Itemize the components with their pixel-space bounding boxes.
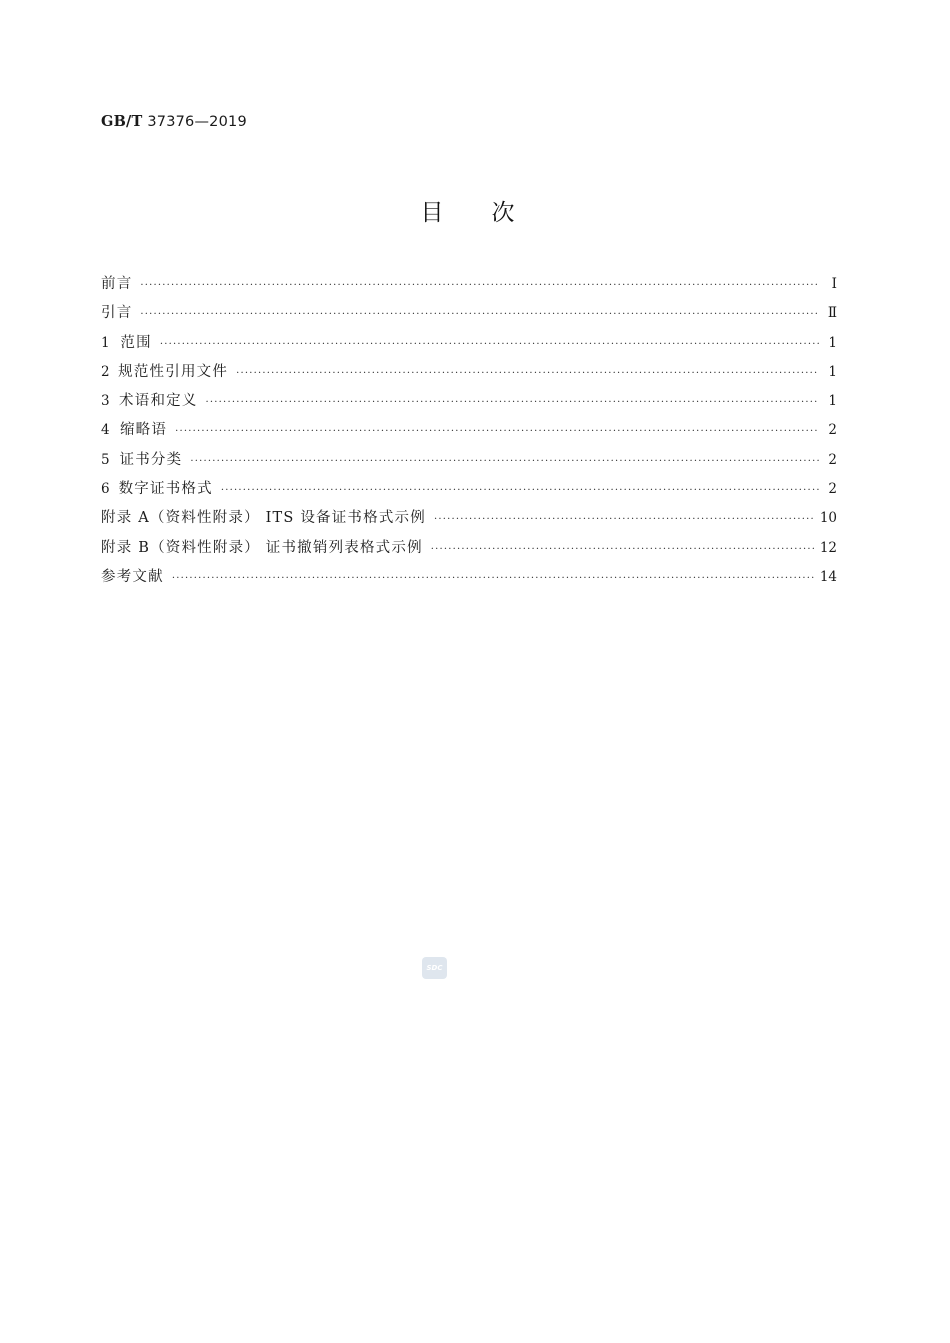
toc-entry-foreword[interactable] (101, 270, 837, 299)
toc-leader-dots (140, 300, 819, 329)
toc-leader-dots (140, 271, 819, 300)
standard-number-value: 37376—2019 (147, 114, 247, 130)
table-of-contents (101, 270, 837, 592)
toc-entry-page: Ⅰ (831, 276, 837, 292)
toc-entry-page: Ⅱ (827, 305, 837, 322)
toc-entry-label: 范围 (120, 334, 152, 351)
toc-entry-page: 1 (828, 393, 837, 410)
toc-entry-label: 证书分类 (119, 451, 183, 468)
toc-entry-label: 缩略语 (119, 422, 168, 439)
toc-entry-number: 3 (101, 393, 110, 410)
toc-entry-number: 1 (101, 334, 110, 351)
watermark-logo: SDC (422, 957, 447, 979)
toc-entry-label: 附录 B（资料性附录） 证书撤销列表格式示例 (101, 539, 423, 556)
standard-code: GB/T (101, 113, 143, 130)
toc-entry-page: 14 (819, 568, 837, 585)
toc-entry-introduction[interactable] (101, 299, 837, 328)
toc-entry-number: 2 (101, 363, 110, 380)
toc-entry-annex-a[interactable] (101, 504, 837, 533)
toc-entry-scope[interactable] (101, 329, 837, 358)
toc-leader-dots (206, 388, 819, 417)
toc-leader-dots (434, 505, 814, 534)
toc-entry-label: 附录 A（资料性附录） ITS 设备证书格式示例 (101, 510, 426, 527)
toc-entry-certificate-format[interactable] (101, 475, 837, 504)
toc-entry-normative-references[interactable] (101, 358, 837, 387)
toc-entry-page: 2 (828, 481, 837, 498)
toc-entry-label: 引言 (101, 305, 133, 322)
toc-entry-label: 前言 (101, 276, 133, 292)
toc-leader-dots (236, 359, 819, 388)
toc-entry-number: 4 (101, 422, 110, 439)
toc-entry-page: 1 (828, 363, 837, 380)
toc-entry-page: 10 (819, 510, 837, 527)
toc-leader-dots (175, 417, 819, 446)
toc-leader-dots (172, 564, 814, 593)
toc-entry-annex-b[interactable] (101, 534, 837, 563)
toc-leader-dots (160, 330, 819, 359)
toc-leader-dots (190, 447, 819, 476)
toc-entry-page: 2 (828, 451, 837, 468)
toc-entry-label: 规范性引用文件 (118, 363, 229, 380)
toc-leader-dots (221, 476, 819, 505)
toc-title: 目次 (420, 200, 563, 226)
toc-entry-label: 参考文献 (101, 568, 164, 585)
toc-entry-abbreviations[interactable] (101, 416, 837, 445)
toc-entry-terms-definitions[interactable] (101, 387, 837, 416)
toc-entry-certificate-classification[interactable] (101, 446, 837, 475)
toc-entry-page: 1 (828, 334, 837, 351)
toc-entry-page: 2 (828, 422, 837, 439)
toc-entry-number: 6 (101, 481, 110, 498)
toc-entry-label: 数字证书格式 (118, 481, 213, 498)
toc-entry-number: 5 (101, 451, 110, 468)
standard-number (101, 113, 247, 130)
toc-leader-dots (431, 535, 814, 564)
toc-entry-bibliography[interactable] (101, 563, 837, 592)
toc-entry-page: 12 (819, 539, 837, 556)
toc-entry-label: 术语和定义 (119, 393, 198, 410)
